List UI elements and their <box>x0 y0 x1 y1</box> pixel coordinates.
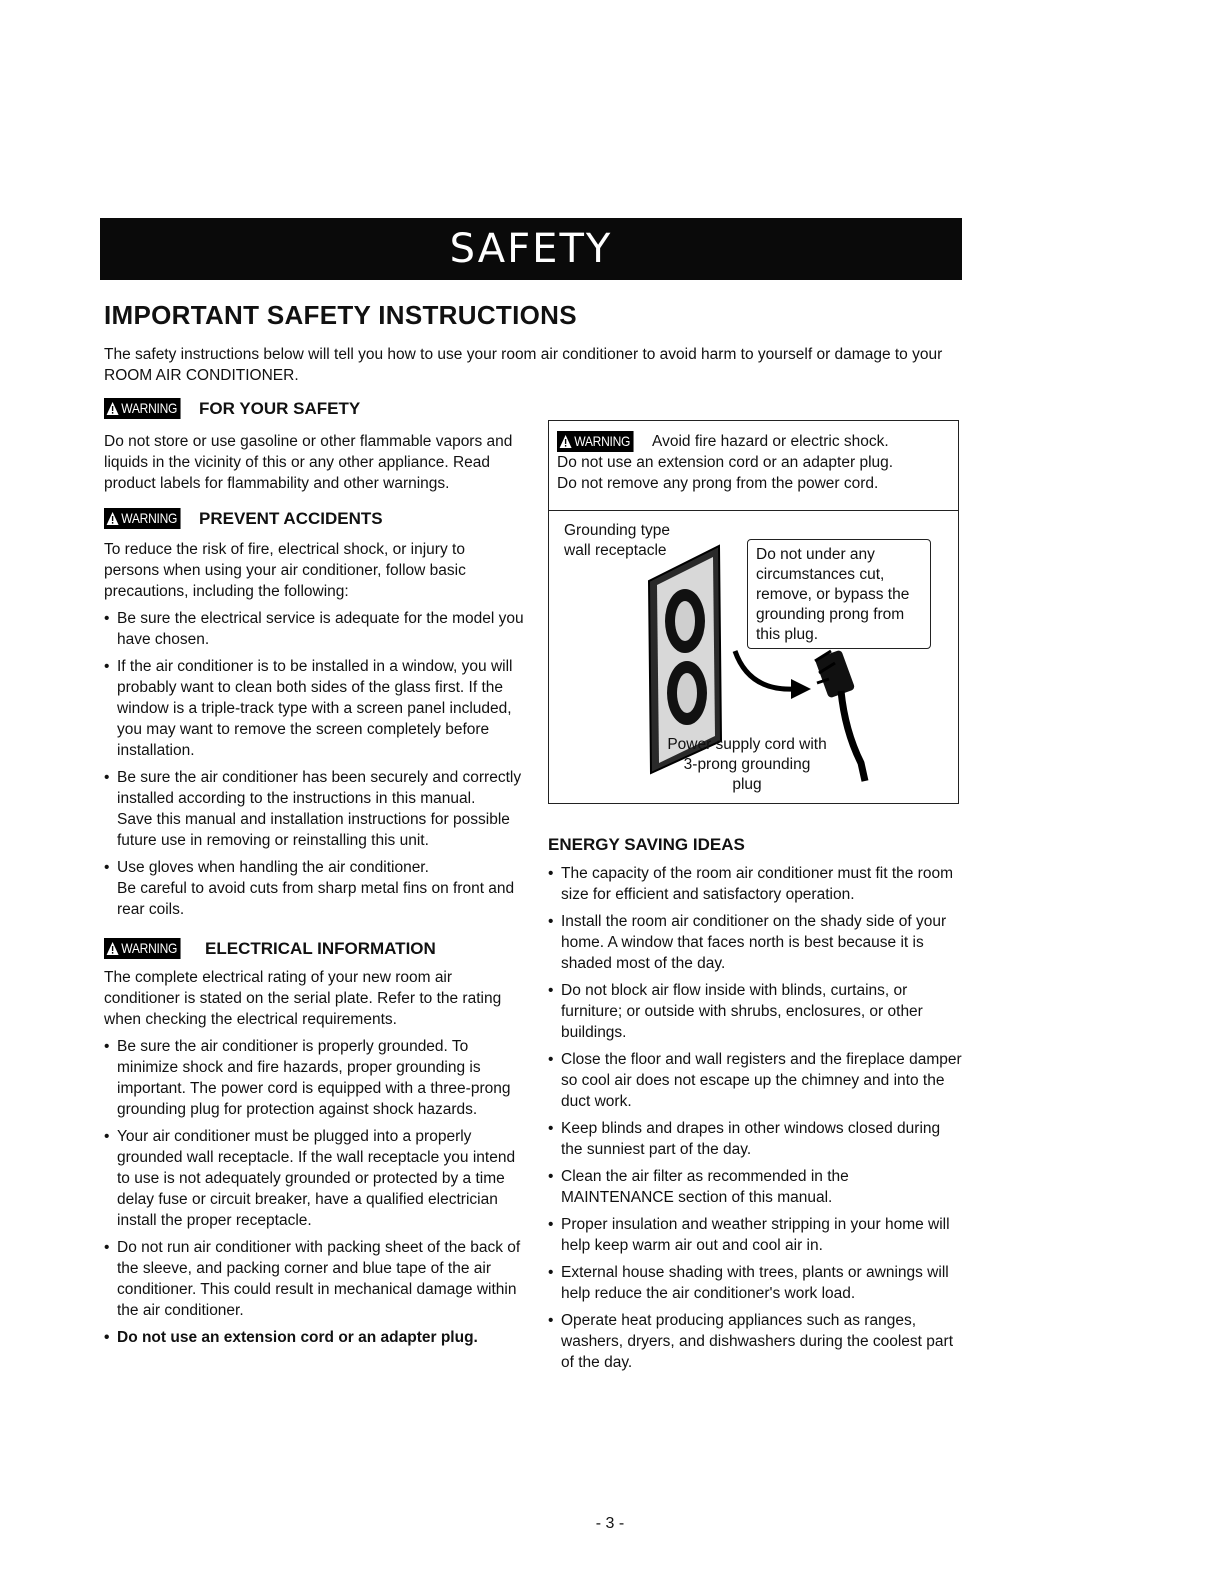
warning-label: WARNING <box>121 510 178 526</box>
list-item: • Do not block air flow inside with blinds, curtains, or furniture; or outside with shrubs, enclosures, or other buildings. <box>548 980 963 1043</box>
safety-text: Do not store or use gasoline or other flammable vapors and liquids in the vicinity of this or any other appliance. Read product labels for flammability and other warnings. <box>104 433 513 492</box>
list-item: • Your air conditioner must be plugged into a properly grounded wall receptacle. If the wall receptacle you intend to use is not adequately grounded or protected by a time delay fuse or circuit breaker, have a qualified electrician install the proper receptacle. <box>104 1126 524 1231</box>
warning-triangle-icon <box>559 434 573 449</box>
list-item: • Operate heat producing appliances such as ranges, washers, dryers, and dishwashers during the coolest part of the day. <box>548 1310 963 1373</box>
heading-text: ELECTRICAL INFORMATION <box>205 939 436 958</box>
warning-line-2: Do not use an extension cord or an adapter plug. <box>557 454 894 471</box>
warning-label: WARNING <box>574 433 631 449</box>
warning-line-3: Do not remove any prong from the power cord. <box>557 475 879 492</box>
warning-badge <box>104 398 181 419</box>
warning-box-header <box>549 421 958 511</box>
list-item: • Be sure the air conditioner has been securely and correctly installed according to the instructions in this manual. Save this manual and installation instructions for possible future use in removing or reinstalling this unit. <box>104 767 524 851</box>
list-item: • External house shading with trees, plants or awnings will help reduce the air conditioner's work load. <box>548 1262 963 1304</box>
warning-triangle-icon <box>106 511 120 526</box>
warning-lead: Avoid fire hazard or electric shock. <box>652 433 889 450</box>
page-title: IMPORTANT SAFETY INSTRUCTIONS <box>104 300 577 330</box>
list-item: • Do not run air conditioner with packing sheet of the back of the sleeve, and packing corner and blue tape of the air conditioner. This could result in mechanical damage within the air conditioner. <box>104 1237 524 1321</box>
intro-text: The safety instructions below will tell you how to use your room air conditioner to avoid harm to yourself or damage to your ROOM AIR CONDITIONER. <box>104 346 943 384</box>
warning-badge <box>104 508 181 529</box>
accidents-text: To reduce the risk of fire, electrical shock, or injury to persons when using your air conditioner, follow basic precautions, including the following: <box>104 541 466 600</box>
warning-box <box>548 420 959 804</box>
section-heading-electrical <box>104 938 524 959</box>
cord-label: Power supply cord with 3-prong grounding plug <box>667 736 827 793</box>
left-column <box>104 398 524 1354</box>
list-item-bold: • Do not use an extension cord or an adapter plug. <box>104 1327 524 1348</box>
receptacle-label: Grounding type wall receptacle <box>564 522 670 559</box>
electrical-list <box>104 1036 524 1348</box>
warning-label: WARNING <box>121 940 178 956</box>
section-heading-safety <box>104 398 524 419</box>
warning-label: WARNING <box>121 400 178 416</box>
list-item: • Keep blinds and drapes in other windows closed during the sunniest part of the day. <box>548 1118 963 1160</box>
heading-text: FOR YOUR SAFETY <box>199 399 361 418</box>
banner-title: SAFETY <box>449 226 613 272</box>
accidents-list <box>104 608 524 920</box>
list-item: • Use gloves when handling the air conditioner. Be careful to avoid cuts from sharp metal fins on front and rear coils. <box>104 857 524 920</box>
heading-text: PREVENT ACCIDENTS <box>199 509 383 528</box>
page-number: - 3 - <box>595 1515 625 1532</box>
arrow-icon <box>735 651 794 689</box>
energy-list <box>548 863 963 1373</box>
safety-banner <box>100 218 962 280</box>
list-item: • Install the room air conditioner on the shady side of your home. A window that faces north is best because it is shaded most of the day. <box>548 911 963 974</box>
electrical-text: The complete electrical rating of your new room air conditioner is stated on the serial plate. Refer to the rating when checking the electrical requirements. <box>104 969 502 1028</box>
list-item: • Close the floor and wall registers and the fireplace damper so cool air does not escape up the chimney and into the duct work. <box>548 1049 963 1112</box>
list-item: • Proper insulation and weather stripping in your home will help keep warm air out and cool air in. <box>548 1214 963 1256</box>
warning-triangle-icon <box>106 401 120 416</box>
list-item: • Clean the air filter as recommended in the MAINTENANCE section of this manual. <box>548 1166 963 1208</box>
list-item: • Be sure the electrical service is adequate for the model you have chosen. <box>104 608 524 650</box>
list-item: • If the air conditioner is to be installed in a window, you will probably want to clean both sides of the glass first. If the window is a triple-track type with a screen panel included, you may want to remove the screen completely before installation. <box>104 656 524 761</box>
warning-badge <box>557 431 634 452</box>
warning-triangle-icon <box>106 941 120 956</box>
list-item: • Be sure the air conditioner is properly grounded. To minimize shock and fire hazards, proper grounding is important. The power cord is equipped with a three-prong grounding plug for protection against shock hazards. <box>104 1036 524 1120</box>
callout-box: Do not under any circumstances cut, remove, or bypass the grounding prong from this plug. <box>747 539 931 649</box>
section-heading-accidents <box>104 508 524 529</box>
warning-badge <box>104 938 181 959</box>
energy-section <box>548 834 963 1379</box>
list-item: • The capacity of the room air conditioner must fit the room size for efficient and satisfactory operation. <box>548 863 963 905</box>
energy-heading: ENERGY SAVING IDEAS <box>548 835 745 854</box>
